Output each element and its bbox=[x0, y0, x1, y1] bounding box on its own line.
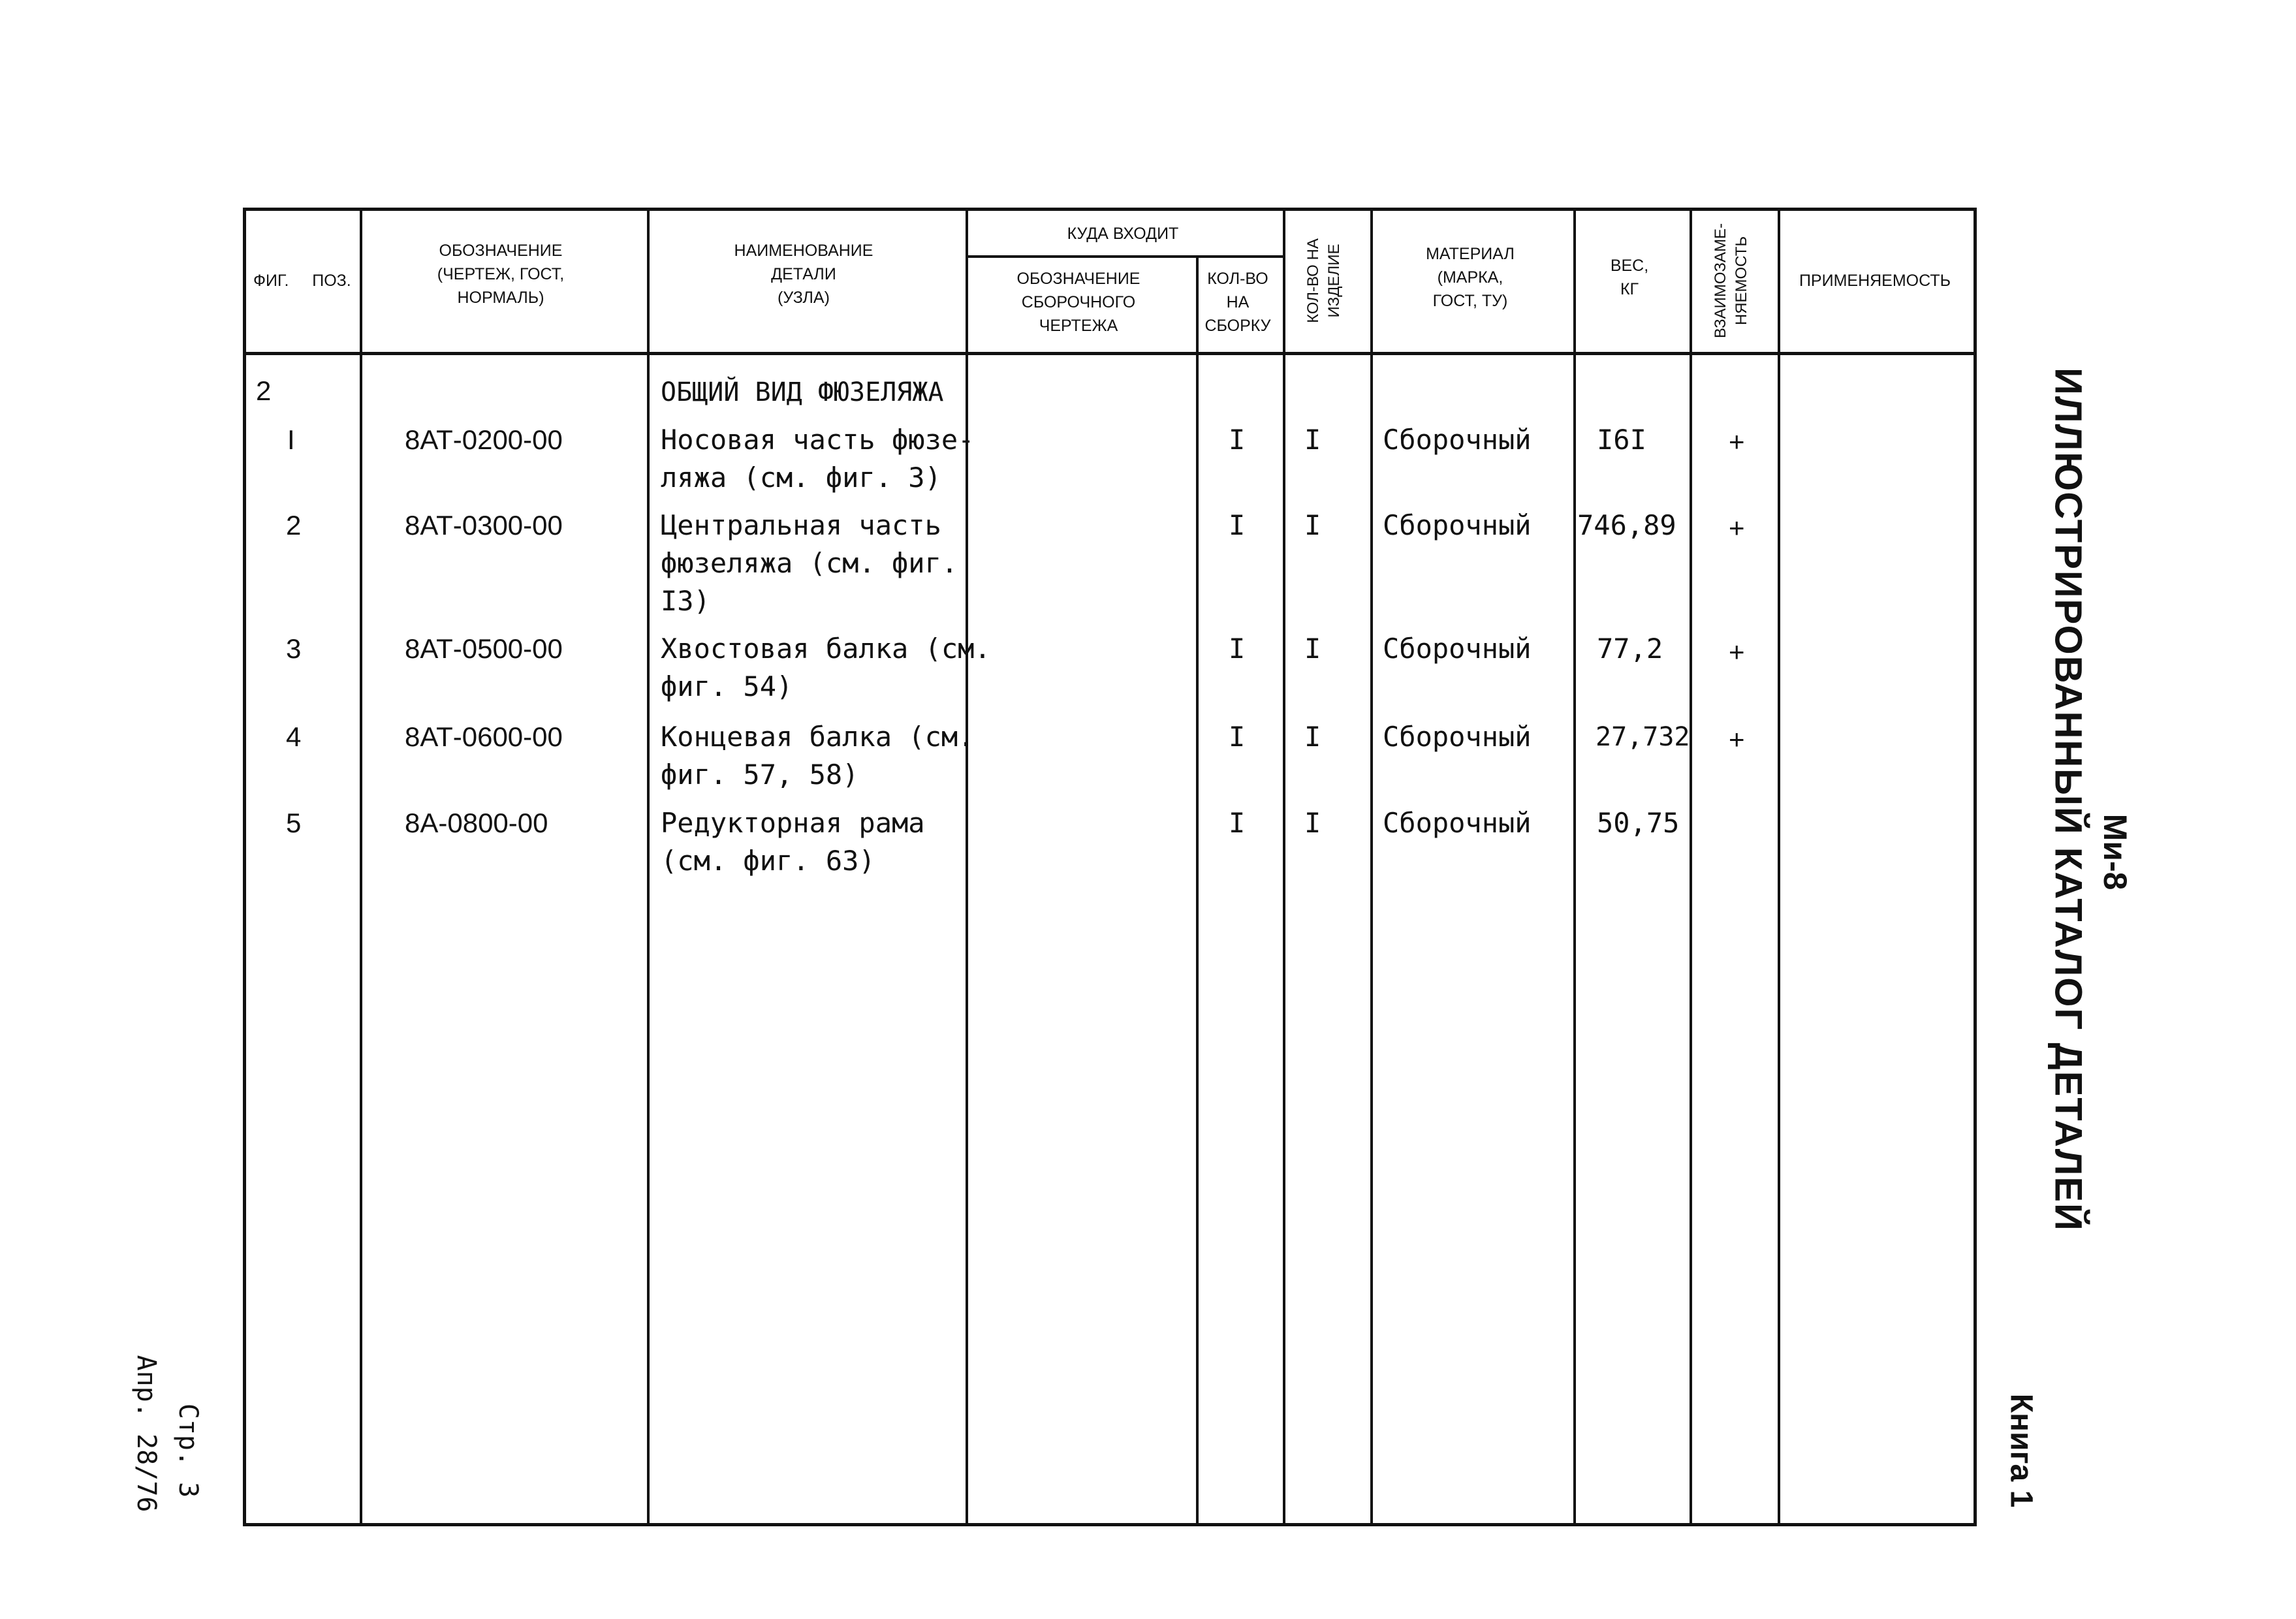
header-qty-assembly: КОЛ-ВО НА СБОРКУ bbox=[1204, 270, 1271, 335]
column-divider bbox=[1690, 211, 1692, 1524]
row-material: Сборочный bbox=[1383, 424, 1532, 456]
column-divider bbox=[1370, 211, 1373, 1524]
row-designation: 8АТ-0600-00 bbox=[405, 721, 563, 752]
row-interchange: + bbox=[1729, 512, 1745, 543]
figure-title: ОБЩИЙ ВИД ФЮЗЕЛЯЖА bbox=[661, 377, 944, 407]
row-qty-assembly: I bbox=[1229, 721, 1246, 753]
row-qty-product: I bbox=[1304, 633, 1321, 665]
row-name: Центральная часть фюзеляжа (см. фиг. I3) bbox=[661, 509, 958, 617]
row-name: Хвостовая балка (см. фиг. 54) bbox=[661, 633, 991, 702]
header-assembly-designation: ОБОЗНАЧЕНИЕ СБОРОЧНОГО ЧЕРТЕЖА bbox=[1016, 270, 1140, 335]
row-interchange: + bbox=[1729, 637, 1745, 667]
row-pos: I bbox=[287, 424, 295, 455]
book-label: Книга 1 bbox=[2004, 1393, 2039, 1508]
column-divider bbox=[966, 211, 968, 1524]
row-pos: 3 bbox=[286, 633, 302, 664]
header-designation: ОБОЗНАЧЕНИЕ (ЧЕРТЕЖ, ГОСТ, НОРМАЛЬ) bbox=[437, 242, 565, 307]
row-material: Сборочный bbox=[1383, 807, 1532, 839]
row-weight: 50,75 bbox=[1597, 807, 1680, 839]
figure-number: 2 bbox=[256, 375, 272, 406]
row-qty-assembly: I bbox=[1229, 633, 1246, 665]
row-qty-product: I bbox=[1304, 721, 1321, 753]
header-applicability: ПРИМЕНЯЕМОСТЬ bbox=[1799, 272, 1951, 290]
header-bottom-line bbox=[246, 352, 1974, 355]
revision-date: Апр. 28/76 bbox=[131, 1355, 161, 1513]
row-name: Концевая балка (см. фиг. 57, 58) bbox=[661, 721, 975, 791]
row-name: Носовая часть фюзе- ляжа (см. фиг. 3) bbox=[661, 424, 975, 494]
row-name: Редукторная рама (см. фиг. 63) bbox=[661, 807, 925, 877]
row-qty-product: I bbox=[1304, 424, 1321, 456]
column-divider bbox=[1283, 211, 1285, 1524]
header-weight: ВЕС, КГ bbox=[1610, 257, 1649, 298]
header-qty-product: КОЛ-ВО НА ИЗДЕЛИЕ bbox=[1304, 238, 1343, 323]
header-interchange: ВЗАИМОЗАМЕ- НЯЕМОСТЬ bbox=[1712, 223, 1750, 339]
row-weight: 77,2 bbox=[1597, 633, 1663, 665]
row-weight: I6I bbox=[1597, 424, 1646, 456]
row-designation: 8АТ-0500-00 bbox=[405, 633, 563, 664]
column-divider bbox=[1573, 211, 1576, 1524]
row-interchange: + bbox=[1729, 426, 1745, 457]
page-number: Стр. 3 bbox=[173, 1403, 203, 1498]
row-pos: 2 bbox=[286, 510, 302, 541]
row-interchange: + bbox=[1729, 724, 1745, 755]
row-qty-assembly: I bbox=[1229, 509, 1246, 541]
model-title: Ми-8 bbox=[2097, 813, 2133, 890]
header-name: НАИМЕНОВАНИЕ ДЕТАЛИ (УЗЛА) bbox=[734, 242, 873, 307]
row-material: Сборочный bbox=[1383, 633, 1532, 665]
column-divider bbox=[647, 211, 650, 1524]
column-divider bbox=[1196, 257, 1199, 1524]
row-material: Сборочный bbox=[1383, 509, 1532, 541]
column-divider bbox=[360, 211, 362, 1524]
row-weight: 746,89 bbox=[1577, 509, 1676, 541]
header-pos: ПОЗ. bbox=[312, 272, 351, 290]
row-qty-assembly: I bbox=[1229, 424, 1246, 456]
row-designation: 8А-0800-00 bbox=[405, 808, 548, 838]
row-pos: 5 bbox=[286, 808, 302, 838]
header-fig: ФИГ. bbox=[253, 272, 289, 290]
row-designation: 8АТ-0300-00 bbox=[405, 510, 563, 541]
catalog-title: ИЛЛЮСТРИРОВАННЫЙ КАТАЛОГ ДЕТАЛЕЙ bbox=[2047, 368, 2090, 1232]
parts-table bbox=[243, 208, 1977, 1526]
row-weight: 27,732 bbox=[1596, 722, 1690, 752]
row-qty-product: I bbox=[1304, 807, 1321, 839]
row-qty-assembly: I bbox=[1229, 807, 1246, 839]
row-designation: 8АТ-0200-00 bbox=[405, 424, 563, 455]
column-divider bbox=[1778, 211, 1780, 1524]
header-material: МАТЕРИАЛ (МАРКА, ГОСТ, ТУ) bbox=[1426, 245, 1515, 310]
header-goes-into: КУДА ВХОДИТ bbox=[1067, 225, 1179, 243]
row-qty-product: I bbox=[1304, 509, 1321, 541]
row-material: Сборочный bbox=[1383, 721, 1532, 753]
header-divider bbox=[966, 255, 1284, 258]
row-pos: 4 bbox=[286, 721, 302, 752]
